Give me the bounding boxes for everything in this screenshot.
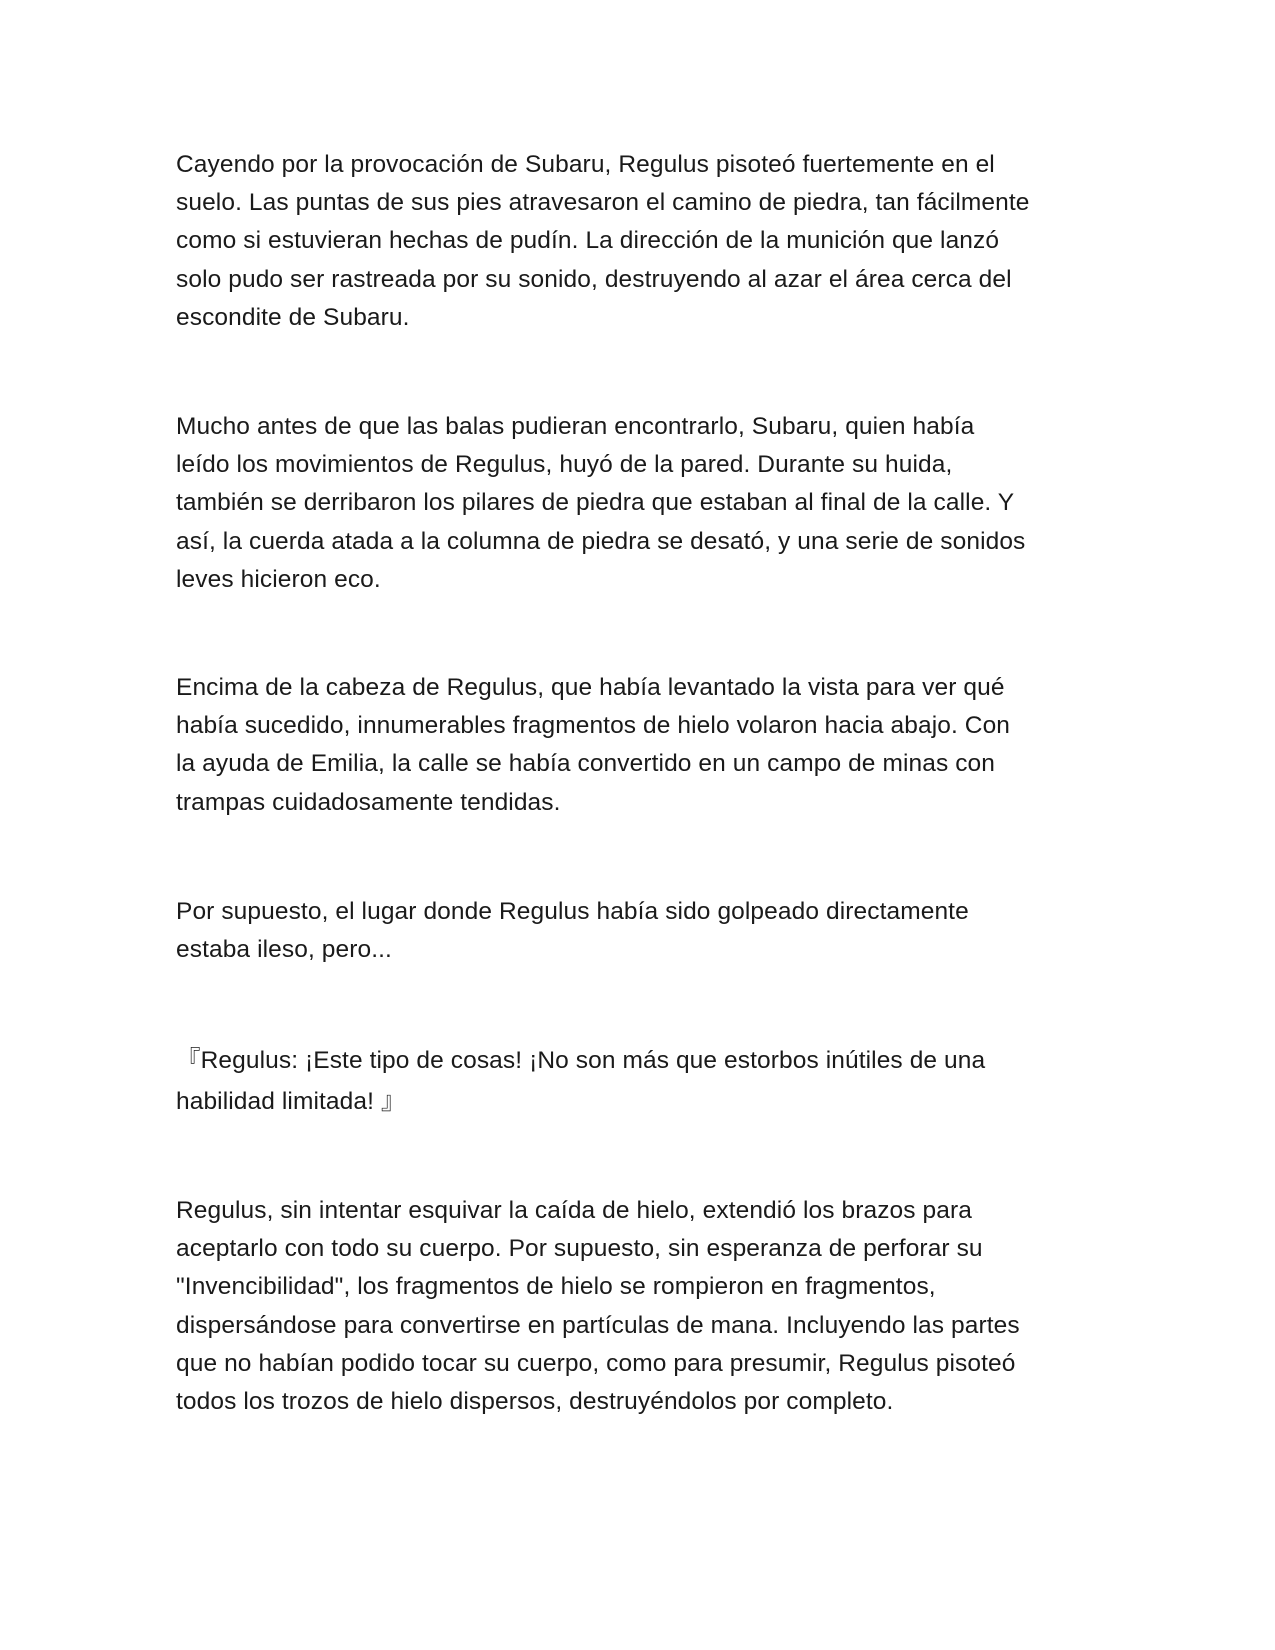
paragraph-6: Regulus, sin intentar esquivar la caída de hielo, extendió los brazos para aceptarlo con todo su cuerpo. Por supuesto, sin esperanza de perforar su "Invencibilidad", los fragmentos de hielo se rompieron en fragmentos, dispersándose para convertirse en partículas de mana. Incluyendo las partes que no habían podido tocar su cuerpo, como para presumir, Regulus pisoteó todos los trozos de hielo dispersos, destruyéndolos por completo. — [176, 1197, 1020, 1416]
paragraph-4: Por supuesto, el lugar donde Regulus había sido golpeado directamente estaba ileso, pero... — [176, 898, 969, 964]
paragraph-1: Cayendo por la provocación de Subaru, Regulus pisoteó fuertemente en el suelo. Las puntas de sus pies atravesaron el camino de piedra, tan fácilmente como si estuvieran hechas de pudín. La dirección de la munición que lanzó solo pudo ser rastreada por su sonido, destruyendo al azar el área cerca del escondite de Subaru. — [176, 151, 1030, 331]
dialogue-quote: 『Regulus: ¡Este tipo de cosas! ¡No son más que estorbos inútiles de una habilidad limitada! 』 — [176, 1047, 986, 1115]
paragraph-2: Mucho antes de que las balas pudieran encontrarlo, Subaru, quien había leído los movimientos de Regulus, huyó de la pared. Durante su huida, también se derribaron los pilares de piedra que estaban al final de la calle. Y así, la cuerda atada a la columna de piedra se desató, y una serie de sonidos leves hicieron eco. — [176, 413, 1026, 593]
paragraph-3: Encima de la cabeza de Regulus, que había levantado la vista para ver qué había sucedido, innumerables fragmentos de hielo volaron hacia abajo. Con la ayuda de Emilia, la calle se había convertido en un campo de minas con trampas cuidadosamente tendidas. — [176, 674, 1011, 816]
